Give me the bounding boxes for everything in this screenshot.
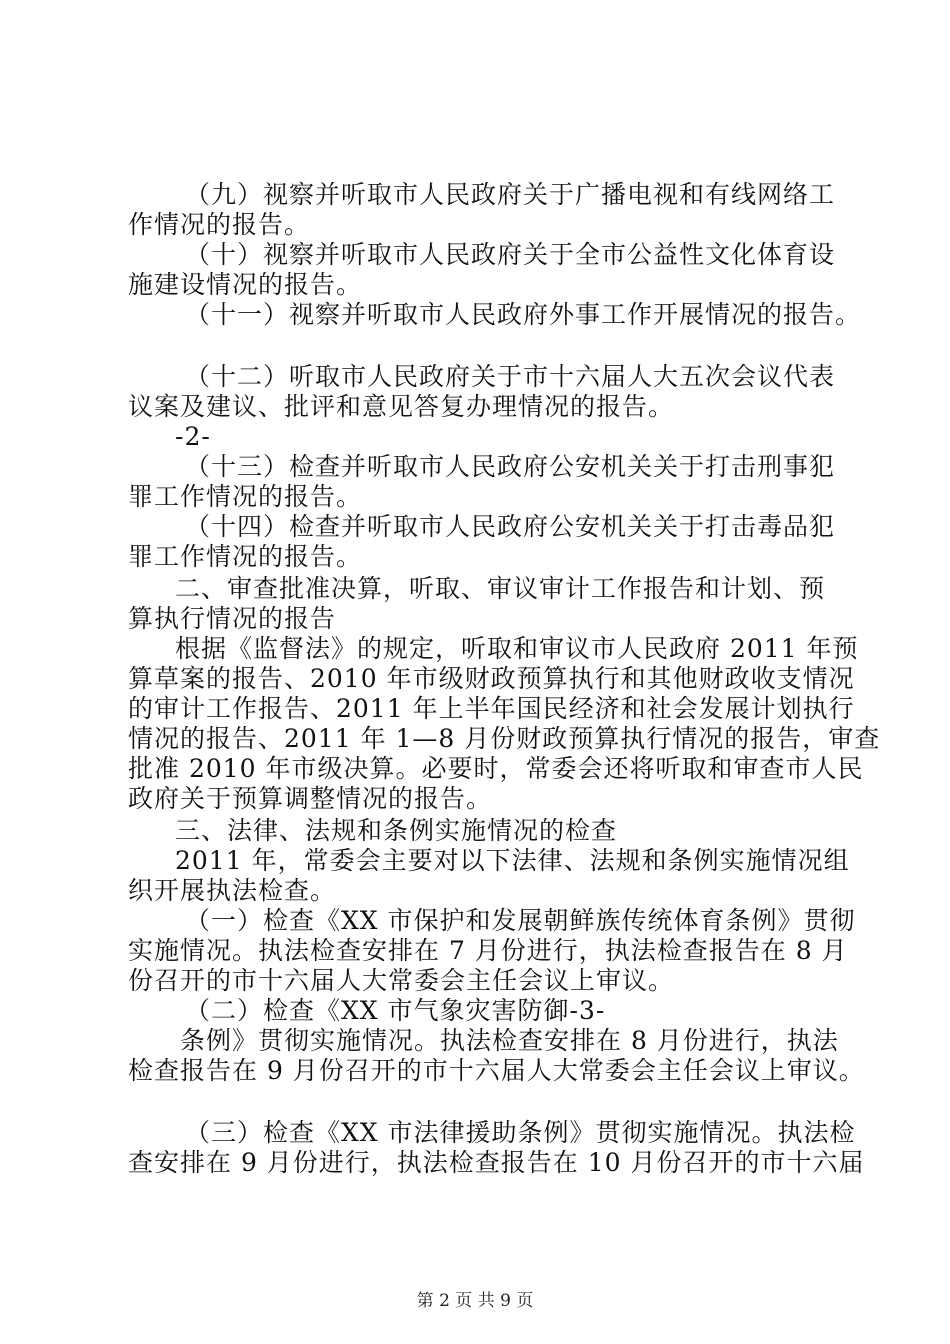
section-heading: 二、审查批准决算，听取、审议审计工作报告和计划、预 (175, 574, 826, 603)
body-line: 检查报告在 9 月份召开的市十六届人大常委会主任会议上审议。 (128, 1056, 865, 1085)
body-line: 作情况的报告。 (128, 210, 311, 239)
body-line: 批准 2010 年市级决算。必要时，常委会还将听取和审查市人民 (128, 754, 864, 783)
body-line: （三）检查《XX 市法律援助条例》贯彻实施情况。执法检 (185, 1118, 856, 1147)
section-heading: 三、法律、法规和条例实施情况的检查 (175, 816, 618, 845)
body-line: （十四）检查并听取市人民政府公安机关关于打击毒品犯 (185, 512, 836, 541)
body-line: 罪工作情况的报告。 (128, 482, 363, 511)
body-line: 查安排在 9 月份进行，执法检查报告在 10 月份召开的市十六届 (128, 1148, 865, 1177)
body-line: 实施情况。执法检查安排在 7 月份进行，执法检查报告在 8 月 (128, 936, 848, 965)
body-line: 2011 年，常委会主要对以下法律、法规和条例实施情况组 (175, 846, 850, 875)
body-line: （十二）听取市人民政府关于市十六届人大五次会议代表 (185, 362, 836, 391)
body-line: 议案及建议、批评和意见答复办理情况的报告。 (128, 392, 675, 421)
body-line: 条例》贯彻实施情况。执法检查安排在 8 月份进行，执法 (180, 1026, 839, 1055)
body-line: 份召开的市十六届人大常委会主任会议上审议。 (128, 966, 675, 995)
body-line: （一）检查《XX 市保护和发展朝鲜族传统体育条例》贯彻 (185, 906, 856, 935)
body-line: （十一）视察并听取市人民政府外事工作开展情况的报告。 (185, 300, 862, 329)
body-line: （九）视察并听取市人民政府关于广播电视和有线网络工 (185, 180, 836, 209)
body-line: 情况的报告、2011 年 1—8 月份财政预算执行情况的报告，审查 (128, 724, 881, 753)
body-line: 罪工作情况的报告。 (128, 542, 363, 571)
body-line: 根据《监督法》的规定，听取和审议市人民政府 2011 年预 (175, 634, 859, 663)
page-marker: -2- (175, 422, 211, 451)
body-line: 织开展执法检查。 (128, 876, 337, 905)
body-line: （十三）检查并听取市人民政府公安机关关于打击刑事犯 (185, 452, 836, 481)
body-line: 政府关于预算调整情况的报告。 (128, 784, 493, 813)
section-heading: 算执行情况的报告 (128, 604, 337, 633)
body-line: 施建设情况的报告。 (128, 270, 363, 299)
body-line: （二）检查《XX 市气象灾害防御-3- (185, 996, 606, 1025)
body-line: 的审计工作报告、2011 年上半年国民经济和社会发展计划执行 (128, 694, 855, 723)
body-line: （十）视察并听取市人民政府关于全市公益性文化体育设 (185, 240, 836, 269)
body-line: 算草案的报告、2010 年市级财政预算执行和其他财政收支情况 (128, 664, 855, 693)
page-number-footer: 第 2 页 共 9 页 (416, 1291, 534, 1311)
